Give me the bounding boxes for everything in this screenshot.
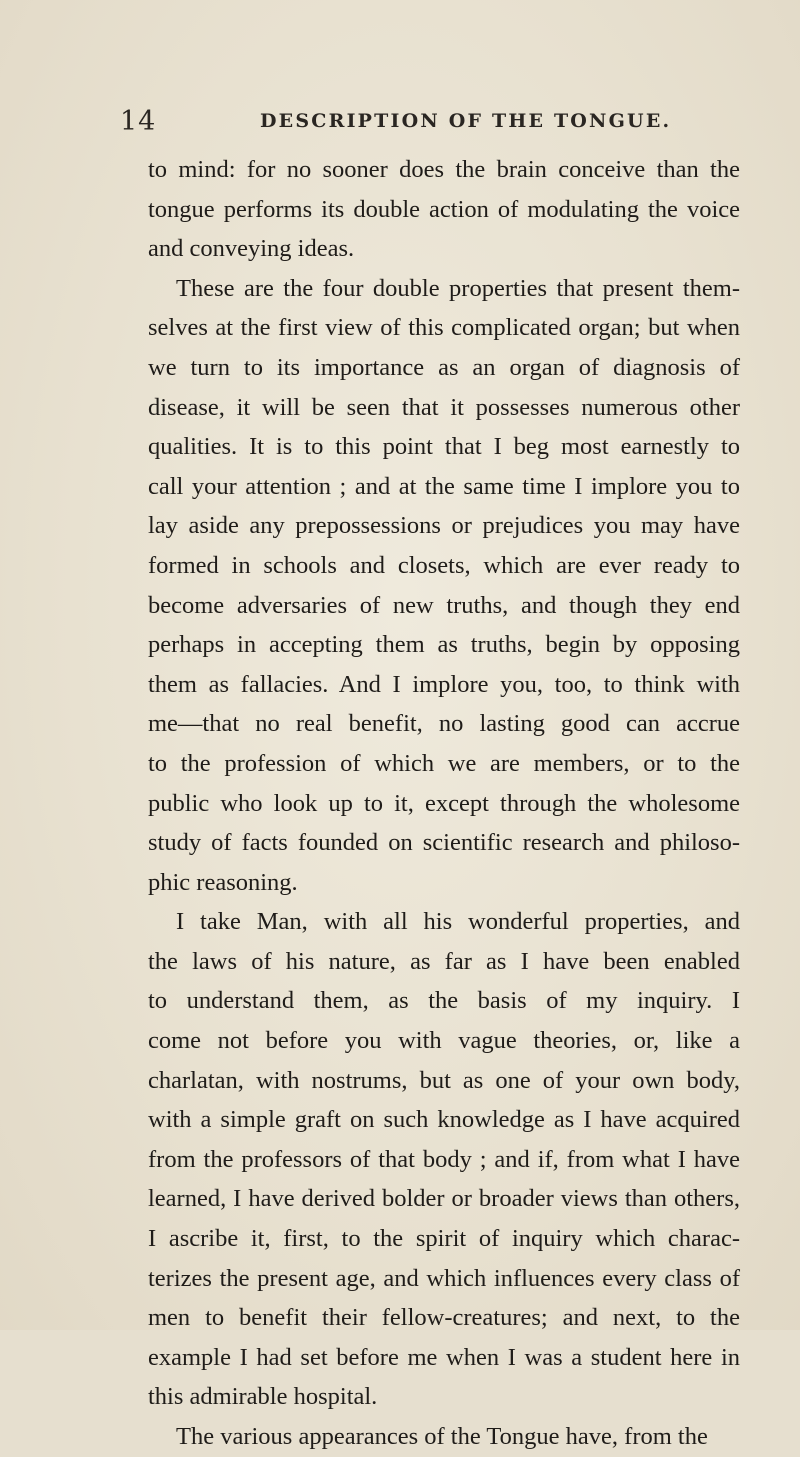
text-line: study of facts founded on scientific research and philoso-	[148, 829, 740, 857]
text-line: charlatan, with nostrums, but as one of your own body,	[148, 1066, 740, 1094]
text-line: perhaps in accepting them as truths, begin by opposing	[148, 631, 740, 659]
text-line: the laws of his nature, as far as I have been enabled	[148, 947, 740, 975]
text-line: public who look up to it, except through the wholesome	[148, 789, 740, 817]
text-line: to mind: for no sooner does the brain conceive than the	[148, 156, 740, 183]
text-line: I take Man, with all his wonderful properties, and	[176, 908, 740, 936]
text-line: formed in schools and closets, which are ever ready to	[148, 551, 740, 579]
text-line: become adversaries of new truths, and though they end	[148, 591, 740, 619]
text-line: I ascribe it, first, to the spirit of inquiry which charac-	[148, 1225, 740, 1253]
page-header	[120, 100, 740, 140]
text-line: terizes the present age, and which influences every class of	[148, 1264, 740, 1292]
text-line: qualities. It is to this point that I beg most earnestly to	[148, 433, 740, 461]
text-line: them as fallacies. And I implore you, too, to think with	[148, 670, 740, 698]
text-line: lay aside any prepossessions or prejudices you may have	[148, 512, 740, 540]
text-line: to understand them, as the basis of my inquiry. I	[148, 987, 740, 1015]
text-line: tongue performs its double action of modulating the voice	[148, 195, 740, 223]
text-line: call your attention ; and at the same time I implore you to	[148, 472, 740, 500]
text-line: These are the four double properties that present them-	[176, 274, 740, 302]
text-line: we turn to its importance as an organ of diagnosis of	[148, 353, 740, 381]
text-line: learned, I have derived bolder or broader views than others,	[148, 1185, 740, 1213]
text-line: me—that no real benefit, no lasting good can accrue	[148, 710, 740, 738]
text-line: with a simple graft on such knowledge as I have acquired	[148, 1106, 740, 1134]
text-line: and conveying ideas.	[148, 235, 355, 263]
running-head: DESCRIPTION OF THE TONGUE.	[260, 110, 672, 132]
text-line: phic reasoning.	[148, 868, 298, 896]
text-line: selves at the first view of this complicated organ; but when	[148, 314, 740, 342]
text-line: men to benefit their fellow-creatures; and next, to the	[148, 1304, 740, 1332]
text-line: example I had set before me when I was a student here in	[148, 1343, 740, 1371]
text-line: disease, it will be seen that it possesses numerous other	[148, 393, 740, 421]
text-line: this admirable hospital.	[148, 1383, 378, 1411]
text-line: come not before you with vague theories, or, like a	[148, 1027, 740, 1055]
page-number: 14	[120, 106, 157, 137]
body-text	[148, 150, 740, 1457]
text-line: The various appearances of the Tongue have, from the	[176, 1423, 708, 1450]
text-line: from the professors of that body ; and if, from what I have	[148, 1145, 740, 1173]
text-line: to the profession of which we are members, or to the	[148, 749, 740, 777]
